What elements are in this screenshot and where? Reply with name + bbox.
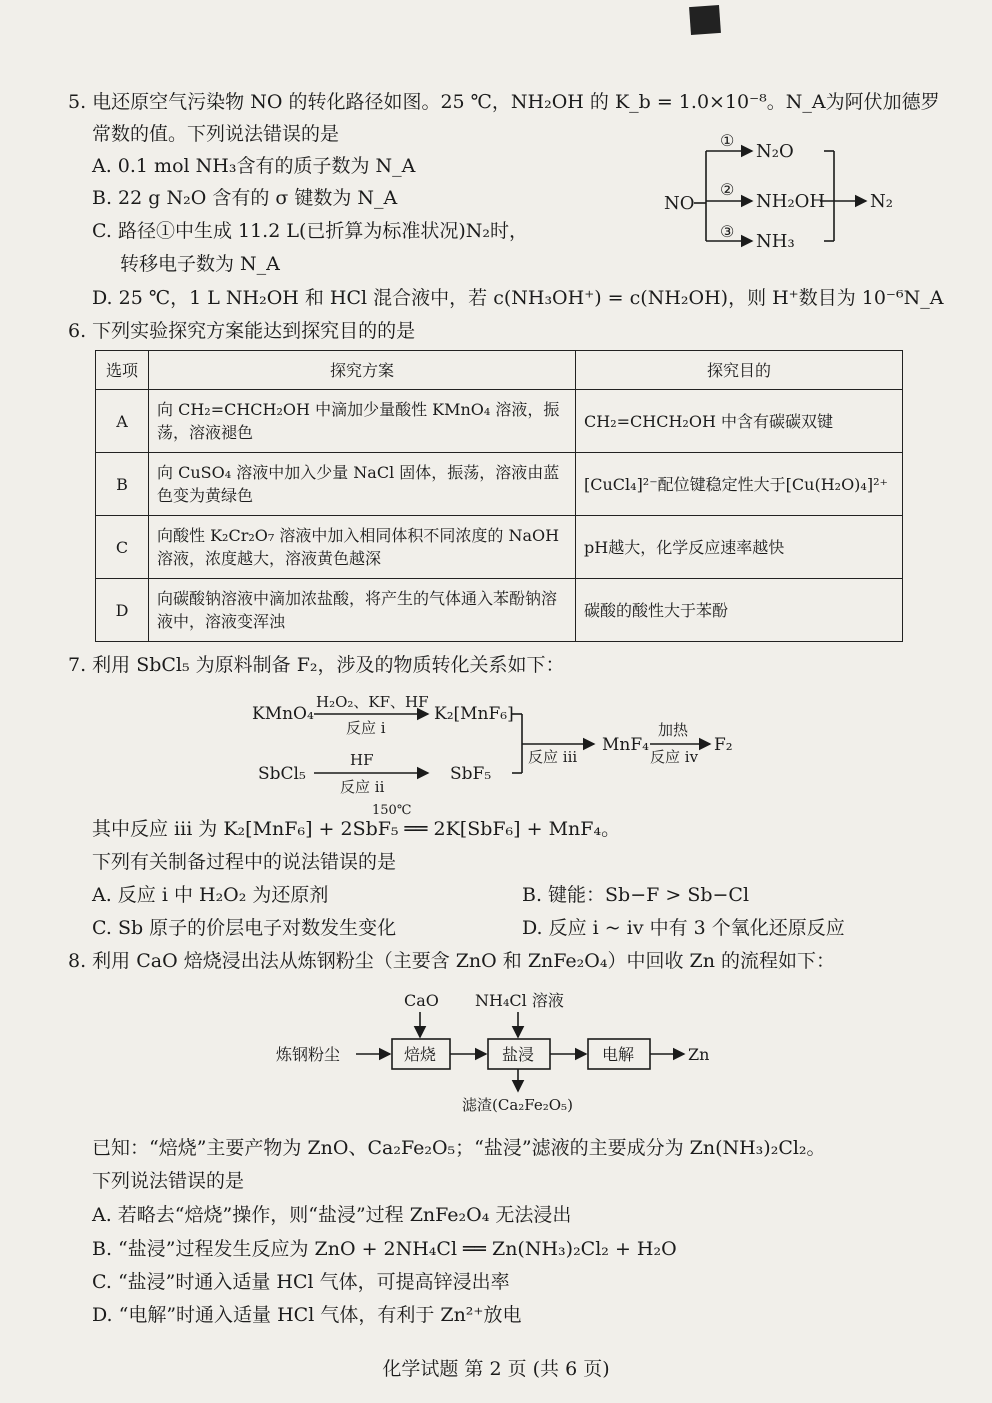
flow-electrolysis: 电解 (602, 1045, 635, 1064)
table-row (96, 579, 903, 642)
q7-option-b: B. 键能：Sb−F > Sb−Cl (522, 884, 750, 906)
path2-label: ② (720, 180, 735, 199)
q5-stem-line2: 常数的值。下列说法错误的是 (92, 123, 340, 145)
scheme-mnf4: MnF₄ (602, 735, 649, 755)
q8-prompt: 下列说法错误的是 (92, 1170, 245, 1192)
flow-nh4cl: NH₄Cl 溶液 (475, 991, 564, 1010)
q5-option-c-line1: C. 路径①中生成 11.2 L(已折算为标准状况)N₂时， (92, 220, 529, 242)
q6-stem: 6. 下列实验探究方案能达到探究目的的是 (68, 320, 416, 342)
q5-option-c-line2: 转移电子数为 N_A (120, 253, 280, 275)
q7-option-a: A. 反应 i 中 H₂O₂ 为还原剂 (92, 884, 329, 906)
scheme-k2mnf6: K₂[MnF₆] (434, 704, 514, 724)
product-n2: N₂ (870, 191, 893, 212)
corner-registration-mark (689, 5, 721, 35)
flow-cao: CaO (404, 991, 439, 1010)
table-row (96, 516, 903, 579)
scheme-f2: F₂ (714, 735, 733, 755)
flow-leach: 盐浸 (502, 1045, 535, 1064)
q8-known: 已知：“焙烧”主要产物为 ZnO、Ca₂Fe₂O₅；“盐浸”滤液的主要成分为 Zn(NH₃)₂Cl₂。 (92, 1137, 826, 1159)
product-n2o: N₂O (756, 141, 794, 162)
flow-dust: 炼钢粉尘 (276, 1045, 341, 1064)
header-goal: 探究目的 (576, 351, 903, 390)
row-plan: 向 CH₂=CHCH₂OH 中滴加少量酸性 KMnO₄ 溶液，振荡，溶液褪色 (149, 390, 576, 453)
flow-residue: 滤渣(Ca₂Fe₂O₅) (462, 1096, 573, 1114)
scheme-kmno4: KMnO₄ (252, 704, 314, 724)
q8-process-flow (270, 985, 730, 1120)
q7-prompt: 下列有关制备过程中的说法错误的是 (92, 851, 397, 873)
row-option: D (96, 579, 149, 642)
q7-option-d: D. 反应 i ~ iv 中有 3 个氧化还原反应 (522, 917, 845, 939)
row-option: B (96, 453, 149, 516)
q8-option-d: D. “电解”时通入适量 HCl 气体，有利于 Zn²⁺放电 (92, 1304, 522, 1326)
q7-reaction-scheme (250, 688, 750, 798)
scheme-reaction-ii: 反应 ii (340, 778, 385, 796)
q7-stem: 7. 利用 SbCl₅ 为原料制备 F₂，涉及的物质转化关系如下： (68, 654, 565, 676)
flow-roast: 焙烧 (404, 1045, 437, 1064)
scheme-reaction-i: 反应 i (346, 719, 386, 737)
row-plan: 向 CuSO₄ 溶液中加入少量 NaCl 固体，振荡，溶液由蓝色变为黄绿色 (149, 453, 576, 516)
scheme-reaction-iii: 反应 iii (528, 748, 578, 766)
table-header-row (96, 351, 903, 390)
q5-option-b: B. 22 g N₂O 含有的 σ 键数为 N_A (92, 187, 398, 209)
header-option: 选项 (96, 351, 149, 390)
q7-reaction-iii-equation: 其中反应 iii 为 K₂[MnF₆] + 2SbF₅ ══ 2K[SbF₆] + MnF₄。 (92, 818, 621, 840)
q7-option-c: C. Sb 原子的价层电子对数发生变化 (92, 917, 397, 939)
header-plan: 探究方案 (149, 351, 576, 390)
row-goal: 碳酸的酸性大于苯酚 (576, 579, 903, 642)
row-plan: 向碳酸钠溶液中滴加浓盐酸，将产生的气体通入苯酚钠溶液中，溶液变浑浊 (149, 579, 576, 642)
table-row (96, 453, 903, 516)
product-nh3: NH₃ (756, 231, 795, 252)
path3-label: ③ (720, 222, 735, 241)
scheme-heat: 加热 (658, 721, 689, 739)
row-goal: [CuCl₄]²⁻配位键稳定性大于[Cu(H₂O)₄]²⁺ (576, 453, 903, 516)
page-footer: 化学试题 第 2 页 (共 6 页) (382, 1358, 610, 1380)
scheme-sbcl5: SbCl₅ (258, 764, 306, 784)
q6-experiment-table (95, 350, 903, 642)
table-row (96, 390, 903, 453)
q5-option-a: A. 0.1 mol NH₃含有的质子数为 N_A (92, 155, 416, 177)
q5-option-d: D. 25 ℃，1 L NH₂OH 和 HCl 混合液中，若 c(NH₃OH⁺) = c(NH₂OH)，则 H⁺数目为 10⁻⁶N_A (92, 287, 944, 309)
q8-option-c: C. “盐浸”时通入适量 HCl 气体，可提高锌浸出率 (92, 1271, 510, 1293)
row-goal: CH₂=CHCH₂OH 中含有碳碳双键 (576, 390, 903, 453)
q7-reaction-condition: 150℃ (372, 803, 412, 818)
row-option: A (96, 390, 149, 453)
scheme-reagent-ii: HF (350, 751, 374, 769)
q8-option-a: A. 若略去“焙烧”操作，则“盐浸”过程 ZnFe₂O₄ 无法浸出 (92, 1204, 572, 1226)
scheme-reagents-i: H₂O₂、KF、HF (316, 693, 429, 711)
row-goal: pH越大，化学反应速率越快 (576, 516, 903, 579)
scheme-sbf5: SbF₅ (450, 764, 492, 784)
q8-option-b: B. “盐浸”过程发生反应为 ZnO + 2NH₄Cl ══ Zn(NH₃)₂Cl₂ + H₂O (92, 1238, 677, 1260)
q8-stem: 8. 利用 CaO 焙烧浸出法从炼钢粉尘（主要含 ZnO 和 ZnFe₂O₄）中回收 Zn 的流程如下： (68, 950, 835, 972)
product-nh2oh: NH₂OH (756, 191, 826, 212)
scheme-reaction-iv: 反应 iv (650, 748, 699, 766)
row-option: C (96, 516, 149, 579)
diagram-no: NO (664, 193, 695, 214)
q5-pathway-diagram (660, 128, 900, 268)
path1-label: ① (720, 131, 735, 150)
row-plan: 向酸性 K₂Cr₂O₇ 溶液中加入相同体积不同浓度的 NaOH 溶液，浓度越大，溶液黄色越深 (149, 516, 576, 579)
flow-zn: Zn (688, 1045, 710, 1064)
q5-stem-line1: 5. 电还原空气污染物 NO 的转化路径如图。25 ℃，NH₂OH 的 K_b = 1.0×10⁻⁸。N_A为阿伏加德罗 (68, 91, 940, 113)
